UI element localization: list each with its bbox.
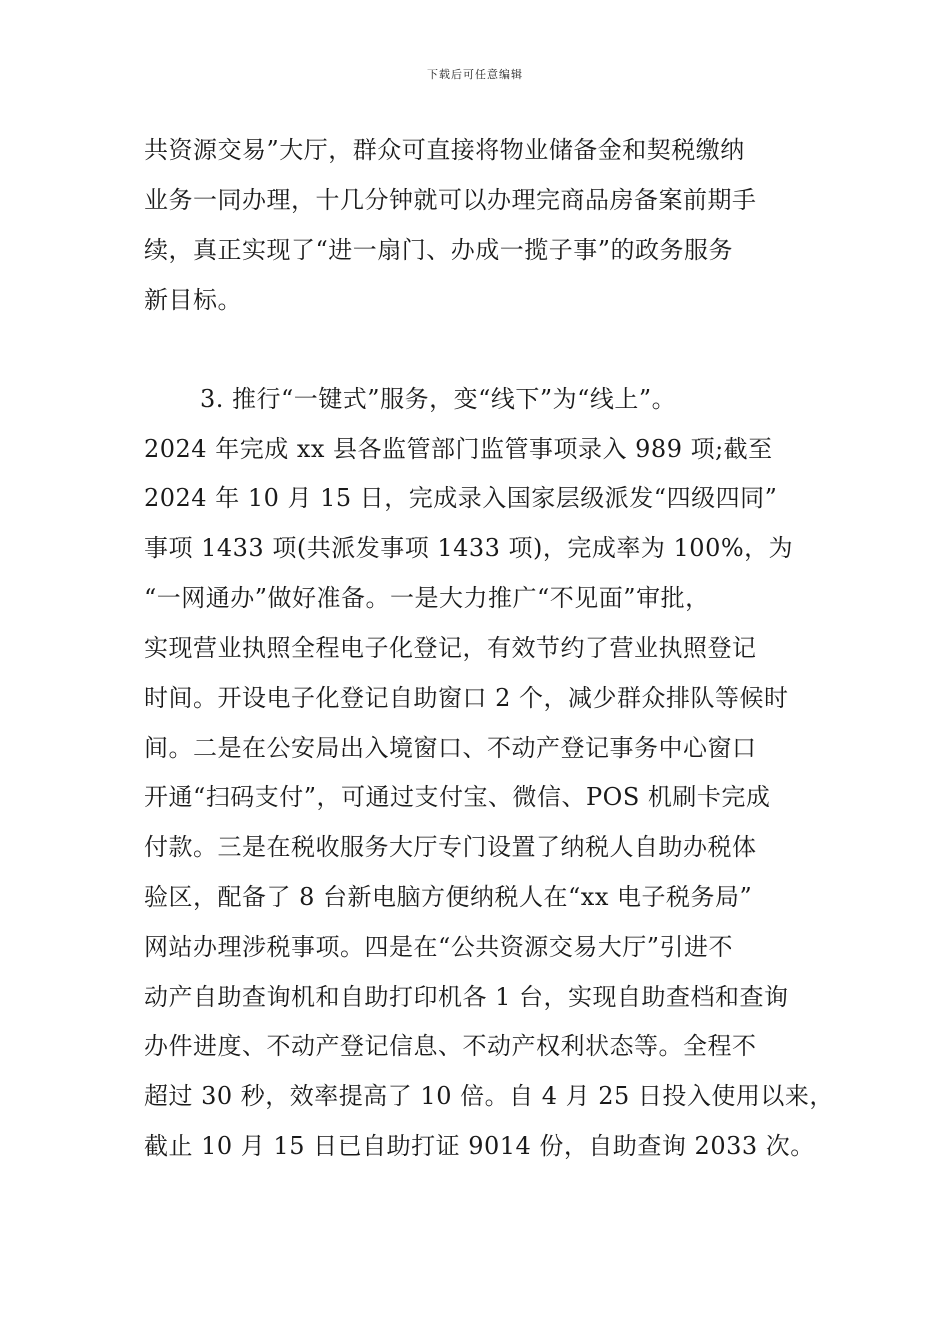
paragraph-1-line-1: 共资源交易”大厅，群众可直接将物业储备金和契税缴纳 xyxy=(144,136,745,164)
paragraph-2-line-3: 2024 年 10 月 15 日，完成录入国家层级派发“四级四同” xyxy=(144,484,778,512)
paragraph-2-line-10: 付款。三是在税收服务大厅专门设置了纳税人自助办税体 xyxy=(144,833,757,861)
paragraph-2-line-2: 2024 年完成 xx 县各监管部门监管事项录入 989 项;截至 xyxy=(144,435,773,463)
paragraph-2-line-11: 验区，配备了 8 台新电脑方便纳税人在“xx 电子税务局” xyxy=(144,883,753,911)
paragraph-2-line-14: 办件进度、不动产登记信息、不动产权利状态等。全程不 xyxy=(144,1032,757,1060)
page-header-note: 下载后可任意编辑 xyxy=(427,68,523,81)
paragraph-2-line-9: 开通“扫码支付”，可通过支付宝、微信、POS 机刷卡完成 xyxy=(144,783,771,811)
paragraph-1-line-2: 业务一同办理，十几分钟就可以办理完商品房备案前期手 xyxy=(144,186,757,214)
paragraph-1-line-3: 续，真正实现了“进一扇门、办成一揽子事”的政务服务 xyxy=(144,236,734,264)
paragraph-2-line-6: 实现营业执照全程电子化登记，有效节约了营业执照登记 xyxy=(144,634,757,662)
paragraph-2-line-15: 超过 30 秒，效率提高了 10 倍。自 4 月 25 日投入使用以来， xyxy=(144,1082,834,1110)
paragraph-2-line-1: 3. 推行“一键式”服务，变“线下”为“线上”。 xyxy=(200,385,677,413)
paragraph-2-line-5: “一网通办”做好准备。一是大力推广“不见面”审批， xyxy=(144,584,710,612)
paragraph-2-line-13: 动产自助查询机和自助打印机各 1 台，实现自助查档和查询 xyxy=(144,983,789,1011)
paragraph-2-line-12: 网站办理涉税事项。四是在“公共资源交易大厅”引进不 xyxy=(144,933,734,961)
paragraph-2-line-7: 时间。开设电子化登记自助窗口 2 个，减少群众排队等候时 xyxy=(144,684,789,712)
paragraph-1-line-4: 新目标。 xyxy=(144,286,242,314)
paragraph-2-line-4: 事项 1433 项(共派发事项 1433 项)，完成率为 100%，为 xyxy=(144,534,794,562)
paragraph-2-line-8: 间。二是在公安局出入境窗口、不动产登记事务中心窗口 xyxy=(144,734,757,762)
paragraph-2-line-16: 截止 10 月 15 日已自助打证 9014 份，自助查询 2033 次。 xyxy=(144,1132,815,1160)
